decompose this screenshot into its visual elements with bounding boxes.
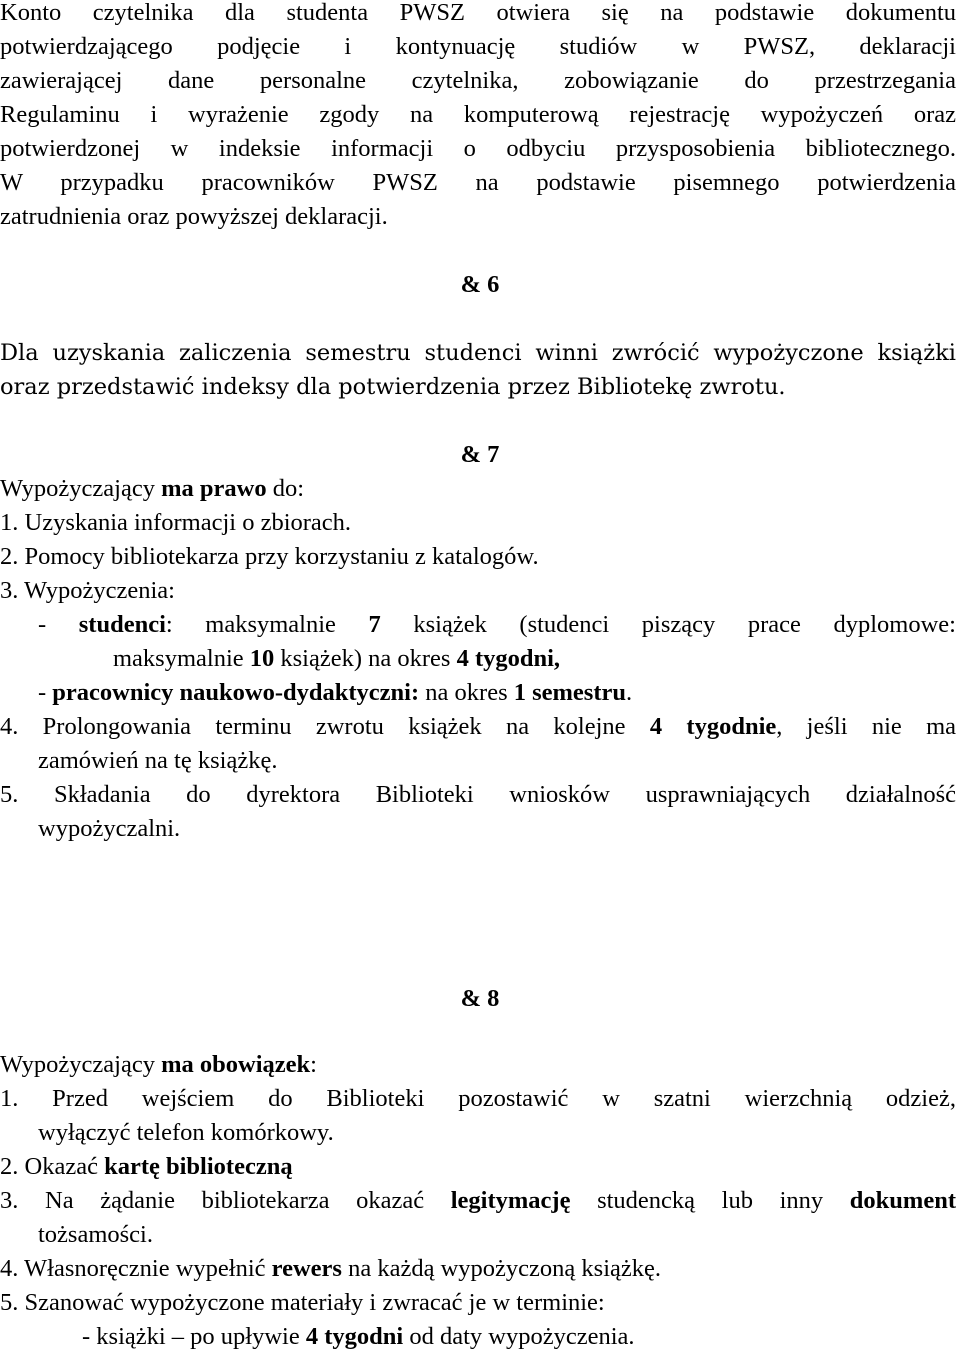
section-7-intro: Wypożyczający ma prawo do: <box>0 475 305 502</box>
intro-line-4: Regulaminu i wyrażenie zgody na komputerową rejestrację wypożyczeń oraz <box>0 101 956 128</box>
section-8-sub-1: - książki – po upływie 4 tygodni od daty wypożyczenia. <box>82 1323 635 1350</box>
section-7-item-5-cont: wypożyczalni. <box>38 815 181 842</box>
section-6-line-2: oraz przedstawić indeksy dla potwierdzenia przez Bibliotekę zwrotu. <box>0 374 786 400</box>
intro-line-1: Konto czytelnika dla studenta PWSZ otwiera się na podstawie dokumentu <box>0 0 956 26</box>
section-7-item-1: 1. Uzyskania informacji o zbiorach. <box>0 509 352 536</box>
section-8-intro: Wypożyczający ma obowiązek: <box>0 1051 317 1078</box>
intro-line-7: zatrudnienia oraz powyższej deklaracji. <box>0 203 388 230</box>
section-6-line-1: Dla uzyskania zaliczenia semestru studenci winni zwrócić wypożyczone książki <box>0 340 956 366</box>
section-7-heading: & 7 <box>460 441 500 468</box>
section-8-item-1: 1. Przed wejściem do Biblioteki pozostawić w szatni wierzchnią odzież, <box>0 1085 956 1112</box>
section-7-sub-1: - studenci: maksymalnie 7 książek (studenci piszący prace dyplomowe: <box>38 611 956 638</box>
section-7-item-5: 5. Składania do dyrektora Biblioteki wniosków usprawniających działalność <box>0 781 956 808</box>
intro-line-2: potwierdzającego podjęcie i kontynuację studiów w PWSZ, deklaracji <box>0 33 956 60</box>
section-7-sub-2: - pracownicy naukowo-dydaktyczni: na okres 1 semestru. <box>38 679 633 706</box>
intro-line-6: W przypadku pracowników PWSZ na podstawie pisemnego potwierdzenia <box>0 169 956 196</box>
section-8-item-5: 5. Szanować wypożyczone materiały i zwracać je w terminie: <box>0 1289 605 1316</box>
section-8-item-1-cont: wyłączyć telefon komórkowy. <box>38 1119 334 1146</box>
section-7-item-4-cont: zamówień na tę książkę. <box>38 747 278 774</box>
section-8-heading: & 8 <box>460 985 500 1012</box>
intro-line-5: potwierdzonej w indeksie informacji o odbyciu przysposobienia bibliotecznego. <box>0 135 956 162</box>
section-7-item-4: 4. Prolongowania terminu zwrotu książek na kolejne 4 tygodnie, jeśli nie ma <box>0 713 956 740</box>
section-6-heading: & 6 <box>460 271 500 298</box>
section-7-item-2: 2. Pomocy bibliotekarza przy korzystaniu z katalogów. <box>0 543 539 570</box>
section-8-item-3-cont: tożsamości. <box>38 1221 153 1248</box>
section-8-item-3: 3. Na żądanie bibliotekarza okazać legitymację studencką lub inny dokument <box>0 1187 956 1214</box>
section-7-sub-1-cont: maksymalnie 10 książek) na okres 4 tygodni, <box>113 645 561 672</box>
section-7-item-3: 3. Wypożyczenia: <box>0 577 175 604</box>
intro-line-3: zawierającej dane personalne czytelnika, zobowiązanie do przestrzegania <box>0 67 956 94</box>
section-8-item-2: 2. Okazać kartę biblioteczną <box>0 1153 293 1180</box>
section-8-item-4: 4. Własnoręcznie wypełnić rewers na każdą wypożyczoną książkę. <box>0 1255 661 1282</box>
